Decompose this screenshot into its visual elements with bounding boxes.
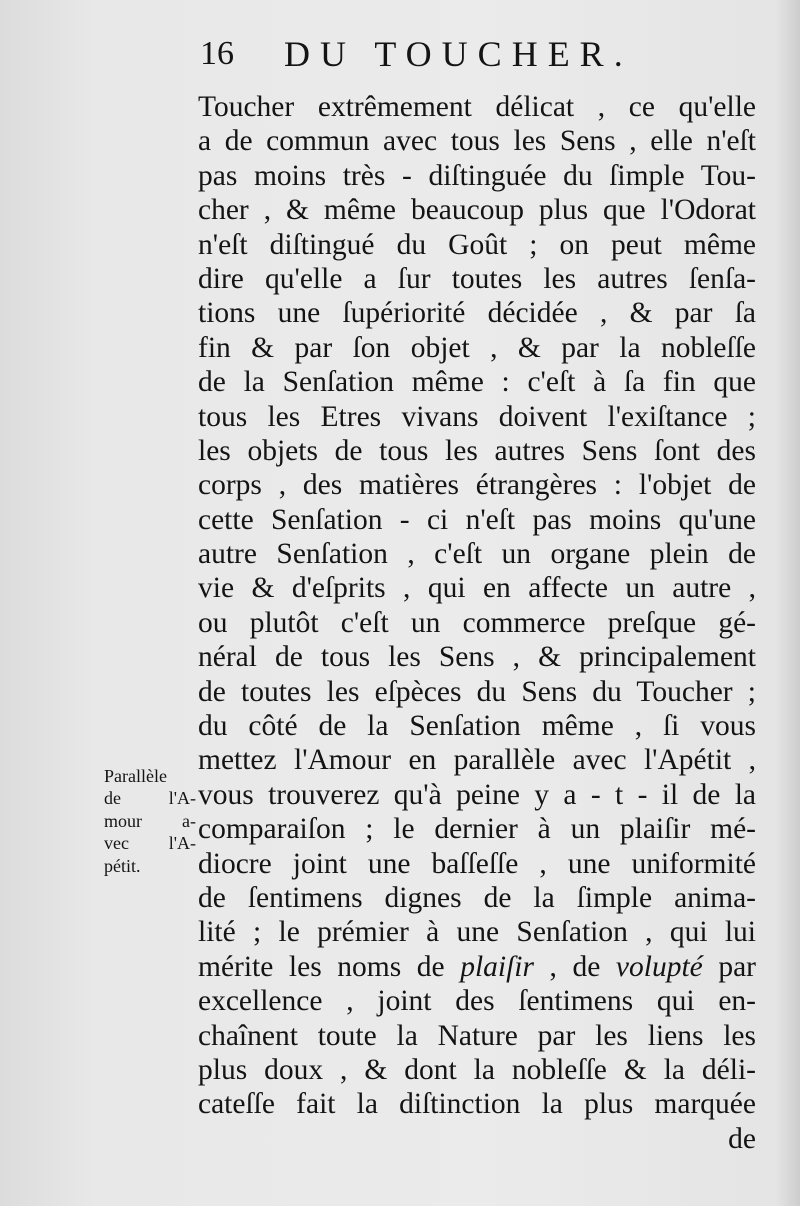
text-line-with-italics — [198, 950, 756, 984]
text-line: excellence , joint des ſentimens qui en- — [198, 985, 756, 1018]
text-line: de ſentimens dignes de la ſimple anima- — [198, 881, 756, 914]
text-line: ou plutôt c'eſt un commerce preſque gé- — [198, 606, 756, 639]
marginal-note-line: pétit. — [104, 855, 141, 876]
marginal-note-line: de l'A- — [104, 788, 196, 809]
marginal-note-line: vec l'A- — [104, 833, 196, 854]
marginal-note-line: mour a- — [104, 810, 196, 831]
text-line: tous les Etres vivans doivent l'exiſtance ; — [198, 400, 756, 433]
text-line: comparaiſon ; le dernier à un plaiſir mé- — [198, 813, 756, 846]
marginal-note-line: Parallèle — [104, 766, 167, 786]
text-line: n'eſt diſtingué du Goût ; on peut même — [198, 228, 756, 261]
catchword: de — [728, 1122, 756, 1155]
text-line: plus doux , & dont la nobleſſe & la déli- — [198, 1053, 756, 1086]
gutter-shadow — [776, 0, 800, 1206]
text-line: tions une ſupériorité décidée , & par ſa — [198, 297, 756, 330]
text-line: de toutes les eſpèces du Sens du Toucher ; — [198, 675, 756, 708]
text-line: mettez l'Amour en parallèle avec l'Apétit , — [198, 744, 756, 777]
text-line: chaînent toute la Nature par les liens les — [198, 1019, 756, 1052]
text-line: cette Senſation - ci n'eſt pas moins qu'une — [198, 503, 756, 536]
text-segment: mérite les noms de — [198, 950, 461, 983]
text-line: vie & d'eſprits , qui en affecte un autre , — [198, 572, 756, 605]
text-line: Toucher extrêmement délicat , ce qu'elle — [198, 91, 756, 123]
italic-word-plaisir: plaiſir — [460, 950, 534, 983]
text-line: lité ; le prémier à une Senſation , qui lui — [198, 916, 756, 949]
running-head: DU TOUCHER. — [284, 34, 633, 74]
text-line: diocre joint une baſſeſſe , une uniformité — [198, 847, 756, 880]
text-line: a de commun avec tous les Sens , elle n'eſt — [198, 125, 756, 158]
text-line: autre Senſation , c'eſt un organe plein de — [198, 538, 756, 571]
text-line: fin & par ſon objet , & par la nobleſſe — [198, 331, 756, 364]
text-line: corps , des matières étrangères : l'objet de — [198, 469, 756, 502]
text-segment: , de — [533, 950, 616, 983]
text-line: néral de tous les Sens , & principalement — [198, 641, 756, 674]
text-segment: par — [702, 950, 757, 983]
marginal-note — [104, 765, 196, 877]
text-line: cateſſe fait la diſtinction la plus marquée — [198, 1088, 756, 1121]
page-number: 16 — [200, 35, 234, 72]
text-line: les objets de tous les autres Sens ſont des — [198, 434, 756, 467]
text-line: vous trouverez qu'à peine y a - t - il de la — [198, 778, 756, 811]
text-line: cher , & même beaucoup plus que l'Odorat — [198, 194, 756, 227]
text-line: de la Senſation même : c'eſt à ſa fin que — [198, 366, 756, 399]
text-line: dire qu'elle a ſur toutes les autres ſenſa- — [198, 262, 756, 295]
text-line: du côté de la Senſation même , ſi vous — [198, 710, 756, 743]
page-header — [200, 30, 760, 74]
body-text — [198, 90, 756, 1156]
text-line: pas moins très - diſtinguée du ſimple Tou- — [198, 159, 756, 192]
italic-word-volupte: volupté — [615, 950, 703, 983]
